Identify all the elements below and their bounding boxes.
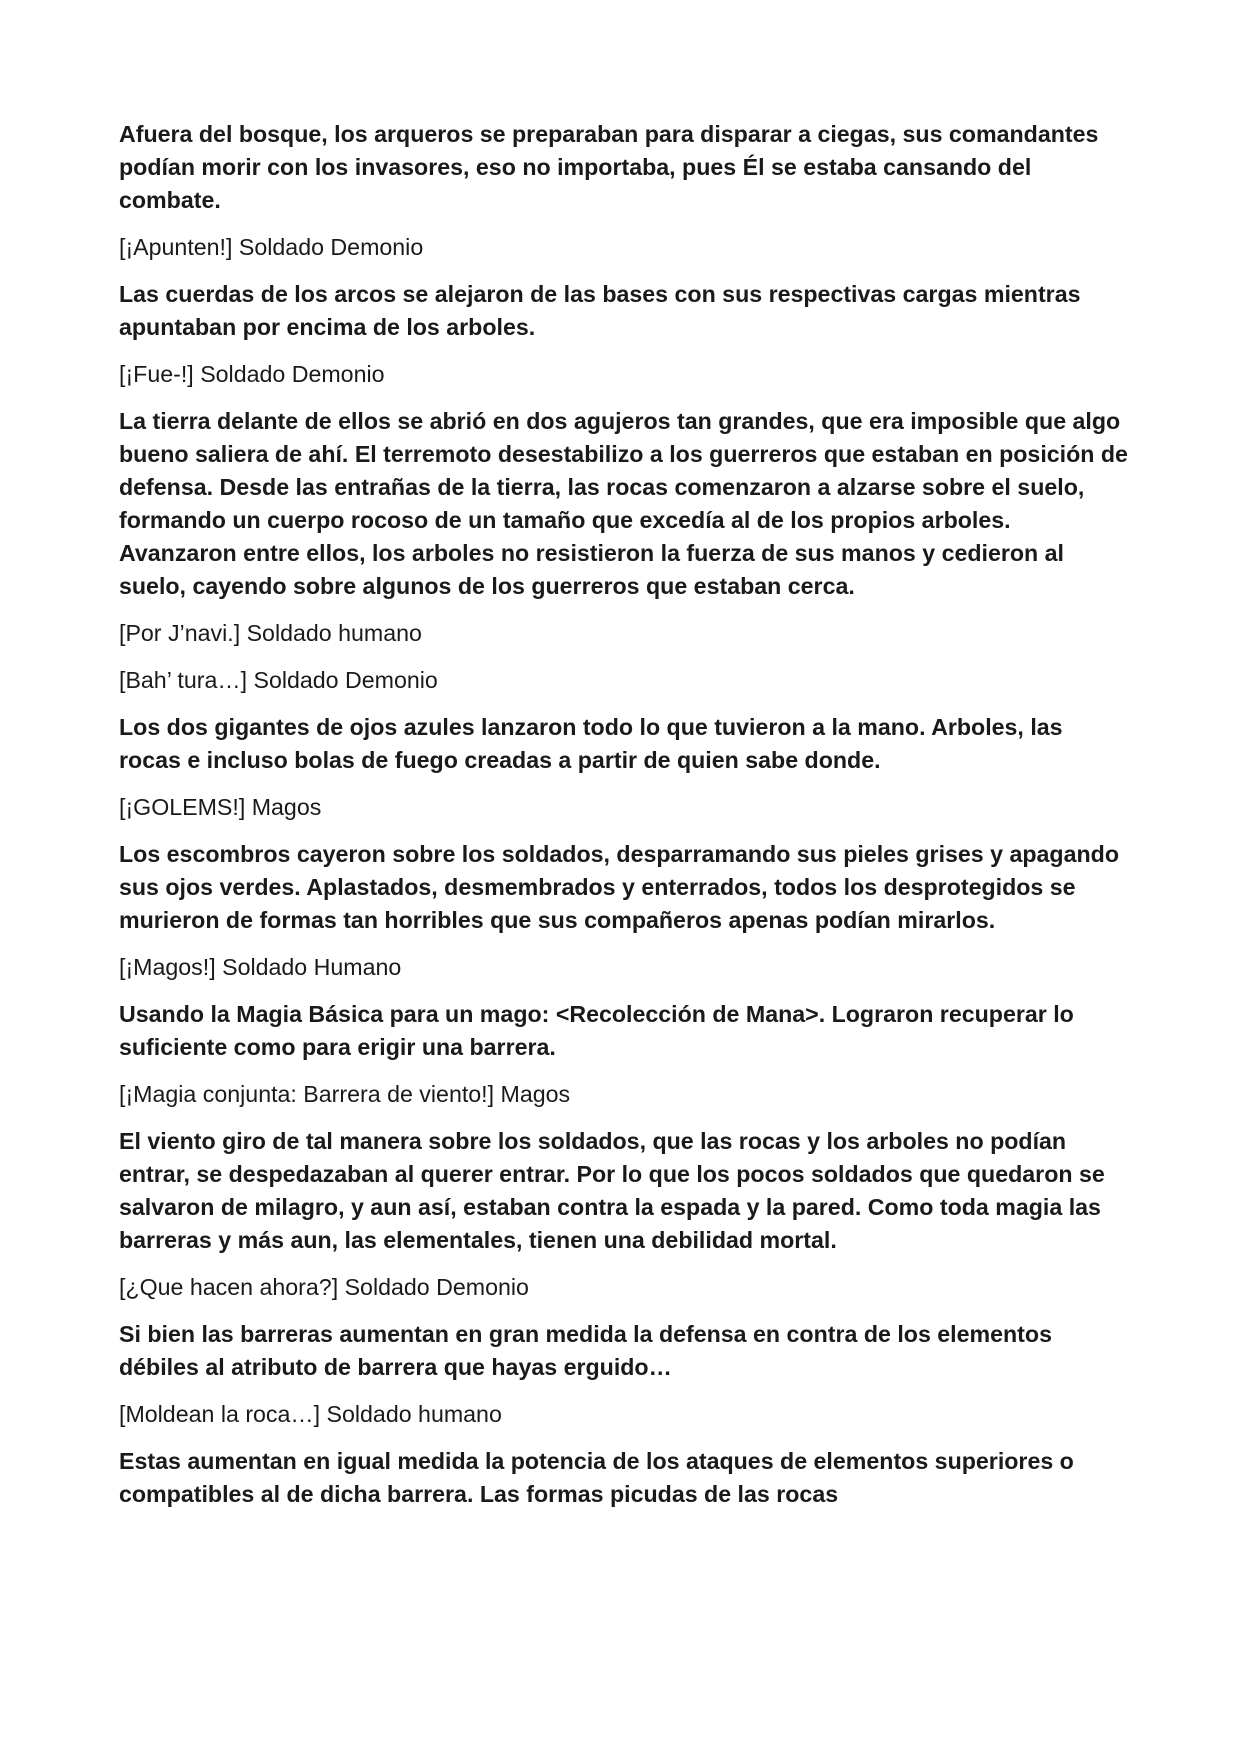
dialogue-line (119, 1271, 1129, 1304)
dialogue-line (119, 358, 1129, 391)
dialogue-line (119, 951, 1129, 984)
dialogue-line (119, 791, 1129, 824)
dialogue-speaker: Magos (251, 794, 322, 820)
narration-paragraph: Las cuerdas de los arcos se alejaron de las bases con sus respectivas cargas mientras apuntaban por encima de los arboles. (119, 281, 1081, 340)
dialogue-speaker: Soldado Demonio (238, 234, 424, 260)
dialogue-speech: [¡Magos!] (119, 954, 216, 980)
narration-paragraph: La tierra delante de ellos se abrió en dos agujeros tan grandes, que era imposible que algo bueno saliera de ahí. El terremoto desestabilizo a los guerreros que estaban en posición de defensa. Desde las entrañas de la tierra, las rocas comenzaron a alzarse sobre el suelo, formando un cuerpo rocoso de un tamaño que excedía al de los propios arboles. Avanzaron entre ellos, los arboles no resistieron la fuerza de sus manos y cedieron al suelo, cayendo sobre algunos de los guerreros que estaban cerca. (119, 408, 1128, 599)
dialogue-speaker: Soldado Demonio (253, 667, 438, 693)
document-page (119, 118, 1129, 1525)
dialogue-line (119, 1078, 1129, 1111)
narration-paragraph: Usando la Magia Básica para un mago: <Recolección de Mana>. Lograron recuperar lo suficiente como para erigir una barrera. (119, 1001, 1074, 1060)
dialogue-speech: [Por J’navi.] (119, 620, 241, 646)
narration-paragraph: Si bien las barreras aumentan en gran medida la defensa en contra de los elementos débiles al atributo de barrera que hayas erguido… (119, 1321, 1052, 1380)
dialogue-line (119, 1398, 1129, 1431)
dialogue-speaker: Magos (500, 1081, 571, 1107)
narration-paragraph: Estas aumentan en igual medida la potencia de los ataques de elementos superiores o compatibles al de dicha barrera. Las formas picudas de las rocas (119, 1448, 1074, 1507)
dialogue-speech: [Bah’ tura…] (119, 667, 248, 693)
dialogue-speaker: Soldado humano (246, 620, 422, 646)
dialogue-speaker: Soldado Humano (222, 954, 402, 980)
dialogue-speech: [¡Fue-!] (119, 361, 194, 387)
dialogue-line (119, 617, 1129, 650)
narration-paragraph: El viento giro de tal manera sobre los soldados, que las rocas y los arboles no podían entrar, se despedazaban al querer entrar. Por lo que los pocos soldados que quedaron se salvaron de milagro, y aun así, estaban contra la espada y la pared. Como toda magia las barreras y más aun, las elementales, tienen una debilidad mortal. (119, 1128, 1105, 1253)
narration-paragraph: Afuera del bosque, los arqueros se preparaban para disparar a ciegas, sus comandantes podían morir con los invasores, eso no importaba, pues Él se estaba cansando del combate. (119, 121, 1099, 213)
dialogue-speech: [¿Que hacen ahora?] (119, 1274, 339, 1300)
dialogue-speaker: Soldado Demonio (200, 361, 385, 387)
dialogue-speech: [¡Apunten!] (119, 234, 233, 260)
dialogue-speaker: Soldado Demonio (344, 1274, 529, 1300)
dialogue-speech: [¡Magia conjunta: Barrera de viento!] (119, 1081, 495, 1107)
narration-paragraph: Los escombros cayeron sobre los soldados, desparramando sus pieles grises y apagando sus ojos verdes. Aplastados, desmembrados y enterrados, todos los desprotegidos se murieron de formas tan horribles que sus compañeros apenas podían mirarlos. (119, 841, 1119, 933)
dialogue-line (119, 231, 1129, 264)
narration-paragraph: Los dos gigantes de ojos azules lanzaron todo lo que tuvieron a la mano. Arboles, las rocas e incluso bolas de fuego creadas a partir de quien sabe donde. (119, 714, 1063, 773)
dialogue-speech: [Moldean la roca…] (119, 1401, 321, 1427)
dialogue-line (119, 664, 1129, 697)
dialogue-speech: [¡GOLEMS!] (119, 794, 246, 820)
dialogue-speaker: Soldado humano (326, 1401, 502, 1427)
